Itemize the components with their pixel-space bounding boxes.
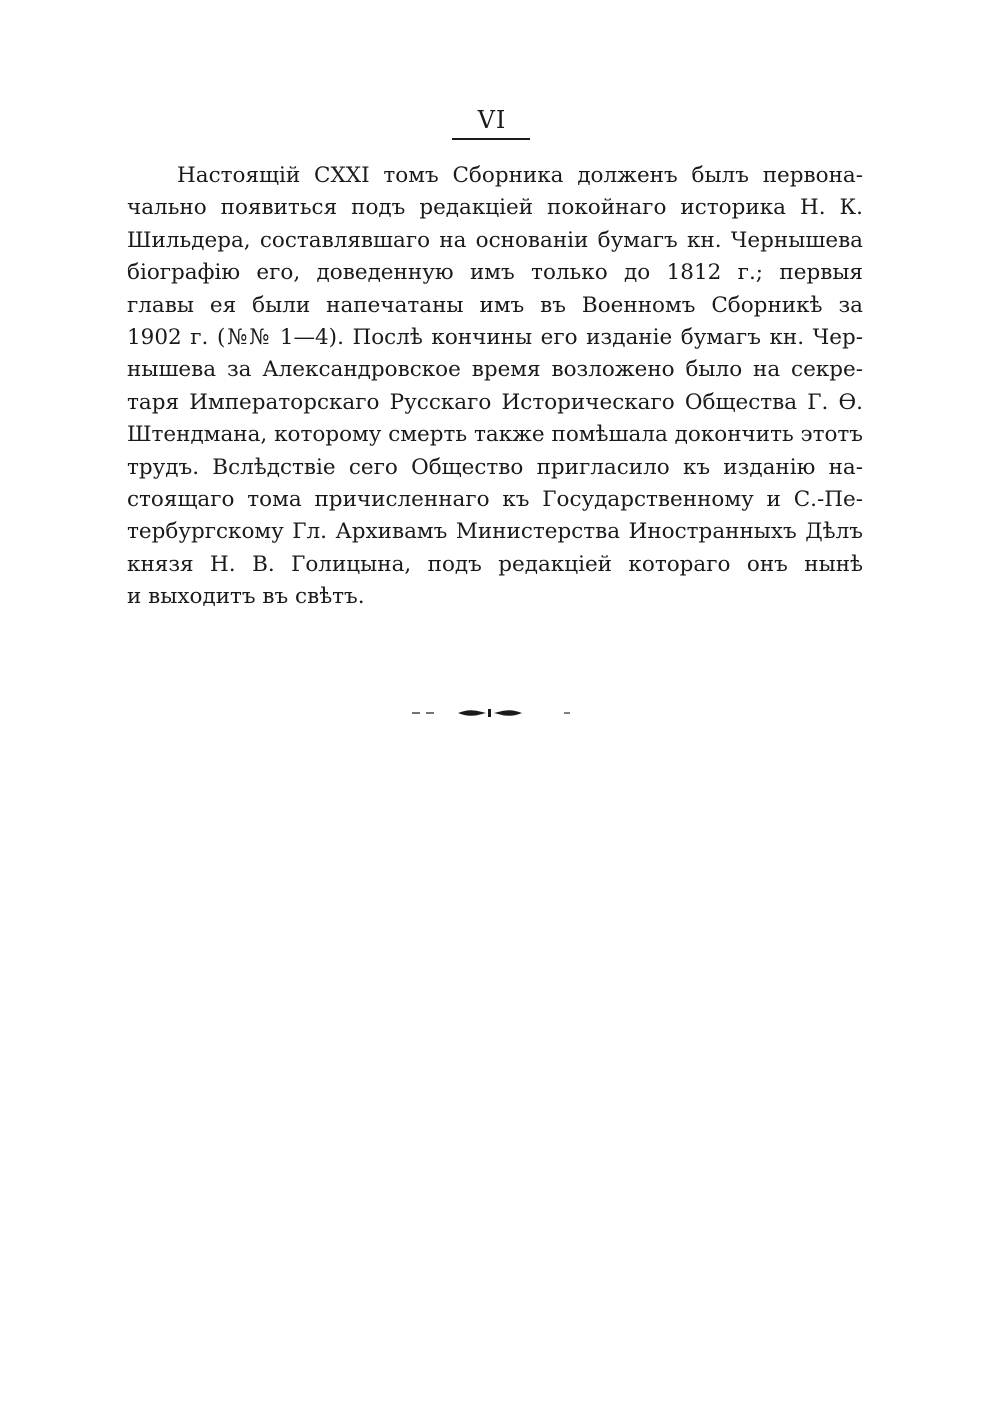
ornament-divider bbox=[400, 700, 580, 724]
paragraph-line: таря Императорскаго Русскаго Историческаго Общества Г. Ѳ. bbox=[127, 389, 863, 415]
paragraph-line: нышева за Александровское время возложено было на секре- bbox=[127, 357, 863, 383]
paragraph-line: главы ея были напечатаны имъ въ Военномъ Сборникѣ за bbox=[127, 292, 863, 318]
paragraph-line: и выходитъ въ свѣтъ. bbox=[127, 584, 365, 610]
page-number: VI bbox=[477, 106, 507, 134]
page-number-rule bbox=[452, 138, 530, 140]
paragraph bbox=[127, 160, 863, 613]
paragraph-line: чально появиться подъ редакціей покойнаго историка Н. К. bbox=[127, 195, 863, 221]
paragraph-line: Настоящій CXXI томъ Сборника долженъ былъ первона- bbox=[177, 163, 863, 188]
paragraph-line: Штендмана, которому смерть также помѣшала докончить этотъ bbox=[127, 422, 863, 448]
paragraph-line: стоящаго тома причисленнаго къ Государственному и С.-Пе- bbox=[127, 486, 863, 512]
paragraph-line: князя Н. В. Голицына, подъ редакціей котораго онъ нынѣ bbox=[127, 551, 863, 577]
paragraph-line: трудъ. Вслѣдствіе сего Общество пригласило къ изданію на- bbox=[127, 454, 863, 480]
paragraph-line: тербургскому Гл. Архивамъ Министерства Иностранныхъ Дѣлъ bbox=[127, 519, 863, 545]
paragraph-line: 1902 г. (№№ 1—4). Послѣ кончины его изданіе бумагъ кн. Чер- bbox=[127, 324, 863, 350]
paragraph-line: Шильдера, составлявшаго на основаніи бумагъ кн. Чернышева bbox=[127, 227, 863, 253]
paragraph-line: біографію его, доведенную имъ только до 1812 г.; первыя bbox=[127, 260, 863, 286]
